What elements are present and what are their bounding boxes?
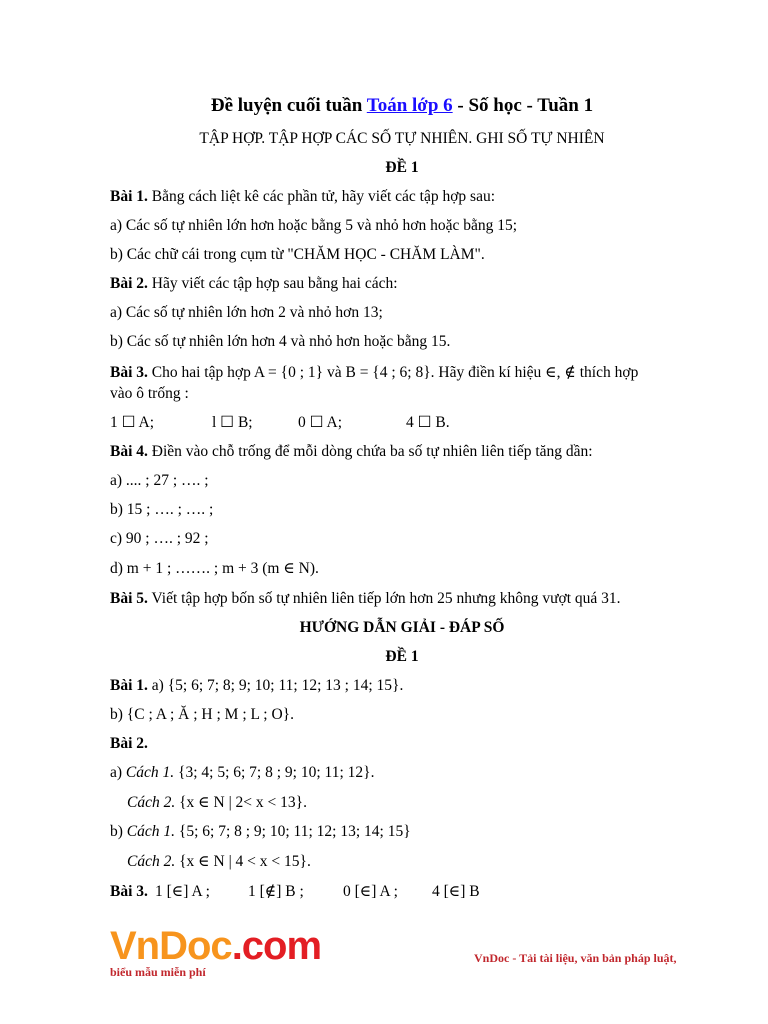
problem-3-item: 4 ☐ B. — [406, 414, 450, 431]
problem-3: Bài 3. Cho hai tập hợp A = {0 ; 1} và B = {4 ; 6; 8}. Hãy điền kí hiệu ∈, ∉ thích hợp — [110, 364, 639, 381]
answer-3-item: 1 [∈] A ; — [155, 883, 210, 900]
answer-2-b-2: Cách 2. {x ∈ N | 4 < x < 15}. — [127, 853, 311, 870]
problem-4: Bài 4. Điền vào chỗ trống để mỗi dòng chứa ba số tự nhiên liên tiếp tăng dần: — [110, 443, 593, 460]
problem-3-cont: vào ô trống : — [110, 385, 189, 402]
problem-2: Bài 2. Hãy viết các tập hợp sau bằng hai cách: — [110, 275, 398, 292]
answer-1-b: b) {C ; A ; Ă ; H ; M ; L ; O}. — [110, 706, 294, 723]
answer-2-label: Bài 2. — [110, 735, 148, 752]
answers-exam-number: ĐỀ 1 — [385, 648, 419, 665]
answer-3-item: 1 [∉] B ; — [248, 883, 304, 900]
problem-1-a: a) Các số tự nhiên lớn hơn hoặc bằng 5 và nhỏ hơn hoặc bằng 15; — [110, 217, 518, 234]
problem-3-item: 1 ☐ A; — [110, 414, 155, 431]
problem-3-item: 0 ☐ A; — [298, 414, 343, 431]
answer-1-a: Bài 1. a) {5; 6; 7; 8; 9; 10; 11; 12; 13 ; 14; 15}. — [110, 677, 404, 694]
answers-heading: HƯỚNG DẪN GIẢI - ĐÁP SỐ — [299, 619, 505, 636]
problem-4-a: a) .... ; 27 ; …. ; — [110, 472, 209, 489]
problem-1-b: b) Các chữ cái trong cụm từ "CHĂM HỌC - CHĂM LÀM". — [110, 246, 485, 263]
answer-2-b-1: b) Cách 1. {5; 6; 7; 8 ; 9; 10; 11; 12; 13; 14; 15} — [110, 823, 411, 840]
problem-4-d: d) m + 1 ; ……. ; m + 3 (m ∈ N). — [110, 560, 319, 577]
answer-3-item: 0 [∈] A ; — [343, 883, 398, 900]
footer-right-text: VnDoc - Tải tài liệu, văn bản pháp luật, — [474, 951, 677, 965]
problem-2-b: b) Các số tự nhiên lớn hơn 4 và nhỏ hơn hoặc bằng 15. — [110, 333, 451, 350]
vndoc-logo[interactable]: VnDoc.com — [110, 924, 322, 968]
answer-3-item: 4 [∈] B — [432, 883, 480, 900]
problem-4-b: b) 15 ; …. ; …. ; — [110, 501, 214, 518]
page-title: Đề luyện cuối tuần Toán lớp 6 - Số học - Tuần 1 — [210, 95, 594, 116]
answer-3 — [110, 882, 690, 902]
exam-number-heading: ĐỀ 1 — [385, 159, 419, 176]
page-subtitle: TẬP HỢP. TẬP HỢP CÁC SỐ TỰ NHIÊN. GHI SỐ TỰ NHIÊN — [199, 130, 605, 147]
answer-3-label: Bài 3. — [110, 883, 148, 900]
problem-3-item: l ☐ B; — [212, 414, 253, 431]
problem-5: Bài 5. Viết tập hợp bốn số tự nhiên liên tiếp lớn hơn 25 nhưng không vượt quá 31. — [110, 590, 621, 607]
problem-1: Bài 1. Bằng cách liệt kê các phần tử, hãy viết các tập hợp sau: — [110, 188, 496, 205]
problem-4-c: c) 90 ; …. ; 92 ; — [110, 530, 209, 547]
footer-tagline: biểu mẫu miễn phí — [110, 965, 206, 979]
toan-lop-6-link[interactable]: Toán lớp 6 — [366, 95, 453, 116]
answer-2-a-2: Cách 2. {x ∈ N | 2< x < 13}. — [127, 794, 307, 811]
problem-2-a: a) Các số tự nhiên lớn hơn 2 và nhỏ hơn 13; — [110, 304, 383, 321]
answer-2-a-1: a) Cách 1. {3; 4; 5; 6; 7; 8 ; 9; 10; 11; 12}. — [110, 764, 375, 781]
